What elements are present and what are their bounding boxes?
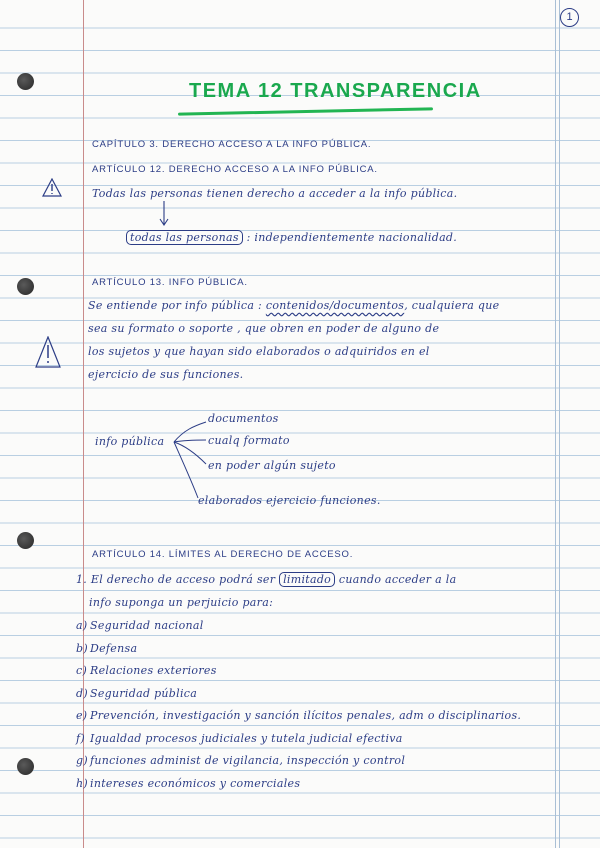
art13-line-3: los sujetos y que hayan sido elaborados o adquiridos en el — [88, 345, 430, 358]
list-item-text: Defensa — [90, 641, 138, 655]
list-item-text: Seguridad pública — [90, 686, 198, 700]
warning-icon — [42, 178, 62, 197]
list-item — [76, 664, 217, 677]
art13-line1-suffix: , cualquiera que — [404, 299, 500, 312]
art14-p1-prefix: El derecho de acceso podrá ser — [90, 573, 276, 586]
diagram-branch: documentos — [208, 412, 279, 425]
list-item-letter: h) — [76, 776, 88, 790]
boxed-term: todas las personas — [126, 230, 243, 245]
list-item-letter: b) — [76, 641, 88, 655]
list-item-text: Igualdad procesos judiciales y tutela judicial efectiva — [90, 731, 403, 745]
art14-para-1 — [76, 573, 456, 586]
page-number: 1 — [560, 8, 579, 27]
page-title: TEMA 12 TRANSPARENCIA — [189, 80, 482, 102]
art13-line-4: ejercicio de sus funciones. — [88, 368, 244, 381]
chapter-heading: CAPÍTULO 3. DERECHO ACCESO A LA INFO PÚBLICA. — [92, 139, 372, 150]
list-item — [76, 732, 403, 745]
art13-line-2: sea su formato o soporte , que obren en poder de alguno de — [88, 322, 440, 335]
list-item-letter: f) — [76, 731, 85, 745]
diagram-branch: en poder algún sujeto — [208, 459, 336, 472]
diagram-branches — [172, 420, 212, 502]
list-item-text: Relaciones exteriores — [90, 664, 217, 677]
list-item — [76, 642, 137, 655]
list-item-letter: e) — [76, 709, 88, 722]
punch-hole — [17, 532, 34, 549]
diagram-branch: elaborados ejercicio funciones. — [198, 494, 381, 507]
article-12-heading: ARTÍCULO 12. DERECHO ACCESO A LA INFO PÚBLICA. — [92, 164, 378, 175]
right-margin-line — [555, 0, 556, 848]
list-item-letter: g) — [76, 754, 88, 767]
para-number: 1. — [76, 573, 88, 586]
article-13-heading: ARTÍCULO 13. INFO PÚBLICA. — [92, 277, 248, 288]
arrow-down-icon — [158, 200, 170, 228]
art13-line-1 — [88, 299, 499, 312]
list-item — [76, 709, 521, 722]
list-item-letter: c) — [76, 664, 88, 677]
art13-line1-prefix: Se entiende por info pública : — [88, 299, 263, 312]
diagram-root: info pública — [95, 435, 165, 448]
article-14-heading: ARTÍCULO 14. LÍMITES AL DERECHO DE ACCESO. — [92, 549, 354, 560]
list-item — [76, 687, 197, 700]
punch-hole — [17, 758, 34, 775]
list-item — [76, 777, 300, 790]
diagram-branch: cualq formato — [208, 434, 290, 447]
list-item-letter: d) — [76, 686, 88, 700]
boxed-term: limitado — [279, 572, 335, 587]
warning-icon — [35, 336, 61, 368]
art14-para-1-line-2: info suponga un perjuicio para: — [89, 596, 274, 609]
art12-note — [126, 231, 457, 244]
list-item-text: intereses económicos y comerciales — [90, 776, 301, 790]
list-item — [76, 754, 405, 767]
art12-note-text: : independientemente nacionalidad. — [246, 231, 458, 244]
list-item-letter: a) — [76, 619, 88, 632]
punch-hole — [17, 73, 34, 90]
underlined-term: contenidos/documentos — [265, 299, 405, 312]
list-item-text: funciones administ de vigilancia, inspección y control — [90, 754, 406, 767]
right-margin-line — [559, 0, 560, 848]
punch-hole — [17, 278, 34, 295]
list-item-text: Seguridad nacional — [90, 619, 204, 632]
list-item — [76, 619, 204, 632]
title-underline — [178, 107, 433, 115]
list-item-text: Prevención, investigación y sanción ilícitos penales, adm o disciplinarios. — [90, 709, 522, 722]
article-12-text: Todas las personas tienen derecho a acceder a la info pública. — [92, 187, 458, 200]
art14-p1-suffix: cuando acceder a la — [338, 573, 457, 586]
